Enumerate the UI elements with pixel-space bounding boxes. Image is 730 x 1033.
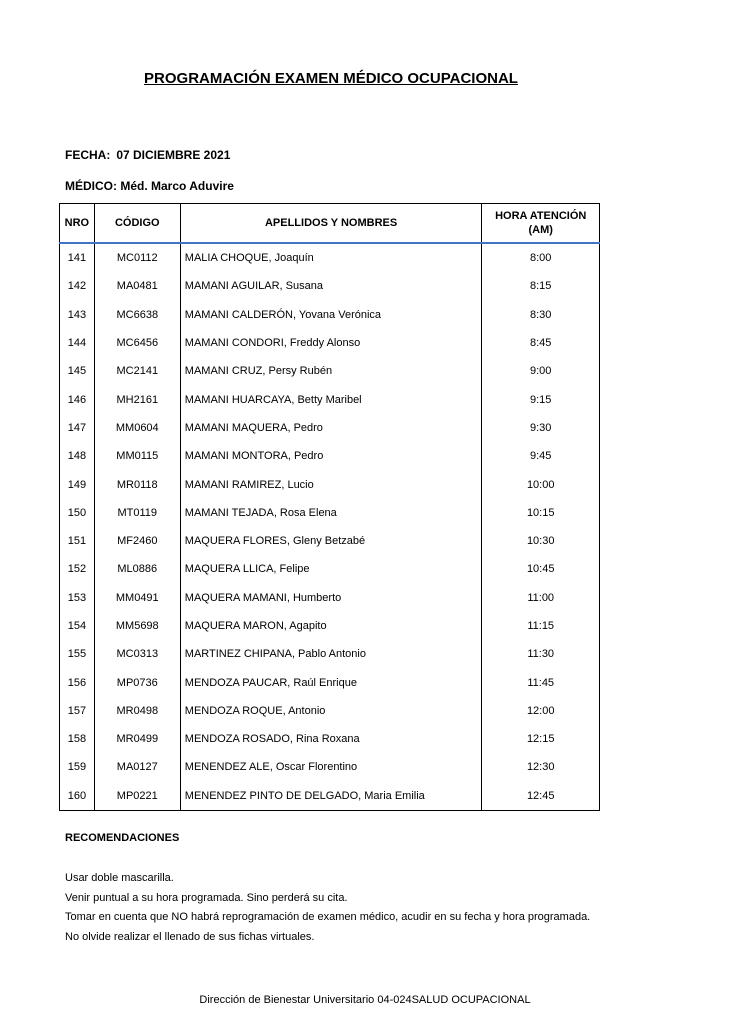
cell-nombre: MAMANI MONTORA, Pedro	[180, 442, 482, 470]
cell-codigo: MH2161	[94, 385, 180, 413]
cell-codigo: MR0498	[94, 697, 180, 725]
cell-hora: 10:15	[482, 499, 600, 527]
cell-hora: 10:45	[482, 555, 600, 583]
recomendaciones-list	[65, 869, 590, 947]
page-title: PROGRAMACIÓN EXAMEN MÉDICO OCUPACIONAL	[144, 70, 518, 87]
cell-nro: 146	[60, 385, 95, 413]
cell-hora: 8:45	[482, 329, 600, 357]
cell-nombre: MAMANI MAQUERA, Pedro	[180, 414, 482, 442]
cell-hora: 11:00	[482, 584, 600, 612]
header-nombres: APELLIDOS Y NOMBRES	[180, 204, 482, 244]
table-header-row	[60, 204, 600, 244]
cell-nro: 158	[60, 725, 95, 753]
cell-codigo: MR0118	[94, 470, 180, 498]
table-row	[60, 640, 600, 668]
fecha-label: FECHA:	[65, 148, 111, 162]
page-footer: Dirección de Bienestar Universitario 04-024SALUD OCUPACIONAL	[199, 994, 531, 1006]
recomendacion-item: No olvide realizar el llenado de sus fichas virtuales.	[65, 930, 315, 943]
cell-nombre: MAQUERA LLICA, Felipe	[180, 555, 482, 583]
cell-nombre: MAQUERA MARON, Agapito	[180, 612, 482, 640]
fecha-line	[65, 148, 230, 162]
cell-codigo: MP0736	[94, 668, 180, 696]
cell-nro: 159	[60, 753, 95, 781]
header-nro: NRO	[60, 204, 95, 244]
recomendacion-item: Venir puntual a su hora programada. Sino perderá su cita.	[65, 891, 348, 904]
cell-nro: 150	[60, 499, 95, 527]
schedule-table	[59, 203, 600, 811]
table-row	[60, 301, 600, 329]
cell-nombre: MAQUERA FLORES, Gleny Betzabé	[180, 527, 482, 555]
cell-nombre: MAMANI CRUZ, Persy Rubén	[180, 357, 482, 385]
medico-label: MÉDICO:	[65, 179, 117, 193]
table-row	[60, 272, 600, 300]
medico-value: Méd. Marco Aduvire	[120, 179, 234, 193]
table-row	[60, 584, 600, 612]
cell-nombre: MAMANI CALDERÓN, Yovana Verónica	[180, 301, 482, 329]
cell-hora: 9:00	[482, 357, 600, 385]
cell-codigo: MM0115	[94, 442, 180, 470]
cell-nombre: MENDOZA ROSADO, Rina Roxana	[180, 725, 482, 753]
table-row	[60, 697, 600, 725]
cell-nro: 142	[60, 272, 95, 300]
cell-nro: 144	[60, 329, 95, 357]
cell-nro: 149	[60, 470, 95, 498]
cell-nro: 152	[60, 555, 95, 583]
cell-nombre: MAQUERA MAMANI, Humberto	[180, 584, 482, 612]
cell-hora: 10:00	[482, 470, 600, 498]
cell-hora: 11:15	[482, 612, 600, 640]
cell-codigo: MC6638	[94, 301, 180, 329]
cell-nro: 145	[60, 357, 95, 385]
cell-nro: 147	[60, 414, 95, 442]
cell-nombre: MAMANI AGUILAR, Susana	[180, 272, 482, 300]
cell-codigo: MA0481	[94, 272, 180, 300]
cell-nro: 153	[60, 584, 95, 612]
cell-nro: 148	[60, 442, 95, 470]
table-row	[60, 470, 600, 498]
table-row	[60, 385, 600, 413]
table-row	[60, 612, 600, 640]
table-row	[60, 527, 600, 555]
recomendacion-item: Tomar en cuenta que NO habrá reprogramación de examen médico, acudir en su fecha y hora programada.	[65, 911, 591, 923]
cell-codigo: MF2460	[94, 527, 180, 555]
cell-hora: 12:00	[482, 697, 600, 725]
cell-hora: 8:00	[482, 243, 600, 272]
cell-nro: 156	[60, 668, 95, 696]
table-row	[60, 329, 600, 357]
cell-hora: 9:30	[482, 414, 600, 442]
cell-nombre: MENDOZA PAUCAR, Raúl Enrique	[180, 668, 482, 696]
cell-nombre: MALIA CHOQUE, Joaquín	[180, 243, 482, 272]
cell-codigo: MP0221	[94, 782, 180, 811]
medico-line	[65, 179, 234, 193]
table-row	[60, 243, 600, 272]
header-hora-line2: (AM)	[528, 224, 553, 236]
header-codigo: CÓDIGO	[94, 204, 180, 244]
cell-nombre: MAMANI CONDORI, Freddy Alonso	[180, 329, 482, 357]
cell-nombre: MENENDEZ ALE, Oscar Florentino	[180, 753, 482, 781]
cell-codigo: MC2141	[94, 357, 180, 385]
cell-nombre: MAMANI HUARCAYA, Betty Maribel	[180, 385, 482, 413]
cell-codigo: MM0604	[94, 414, 180, 442]
cell-codigo: MT0119	[94, 499, 180, 527]
cell-nro: 143	[60, 301, 95, 329]
cell-hora: 8:15	[482, 272, 600, 300]
table-row	[60, 357, 600, 385]
cell-hora: 9:45	[482, 442, 600, 470]
cell-nombre: MENENDEZ PINTO DE DELGADO, Maria Emilia	[180, 782, 482, 811]
table-row	[60, 753, 600, 781]
cell-hora: 12:15	[482, 725, 600, 753]
table-row	[60, 668, 600, 696]
cell-nombre: MARTINEZ CHIPANA, Pablo Antonio	[180, 640, 482, 668]
cell-hora: 12:30	[482, 753, 600, 781]
cell-nro: 157	[60, 697, 95, 725]
cell-nro: 141	[60, 243, 95, 272]
table-row	[60, 782, 600, 811]
cell-nro: 160	[60, 782, 95, 811]
cell-codigo: MC0112	[94, 243, 180, 272]
table-row	[60, 555, 600, 583]
cell-nro: 151	[60, 527, 95, 555]
cell-codigo: MR0499	[94, 725, 180, 753]
cell-hora: 11:45	[482, 668, 600, 696]
table-row	[60, 725, 600, 753]
cell-hora: 11:30	[482, 640, 600, 668]
recomendacion-item: Usar doble mascarilla.	[65, 872, 174, 884]
cell-hora: 10:30	[482, 527, 600, 555]
cell-codigo: MA0127	[94, 753, 180, 781]
recomendaciones-heading: RECOMENDACIONES	[65, 832, 180, 844]
cell-codigo: MM5698	[94, 612, 180, 640]
cell-codigo: MC0313	[94, 640, 180, 668]
cell-hora: 12:45	[482, 782, 600, 811]
header-hora	[482, 204, 600, 244]
cell-codigo: MC6456	[94, 329, 180, 357]
cell-nombre: MENDOZA ROQUE, Antonio	[180, 697, 482, 725]
cell-nro: 155	[60, 640, 95, 668]
header-hora-line1: HORA ATENCIÓN	[495, 210, 587, 222]
cell-codigo: ML0886	[94, 555, 180, 583]
cell-hora: 9:15	[482, 385, 600, 413]
table-row	[60, 414, 600, 442]
table-row	[60, 442, 600, 470]
table-row	[60, 499, 600, 527]
cell-nro: 154	[60, 612, 95, 640]
cell-nombre: MAMANI RAMIREZ, Lucio	[180, 470, 482, 498]
cell-nombre: MAMANI TEJADA, Rosa Elena	[180, 499, 482, 527]
fecha-value: 07 DICIEMBRE 2021	[116, 148, 231, 162]
cell-codigo: MM0491	[94, 584, 180, 612]
cell-hora: 8:30	[482, 301, 600, 329]
